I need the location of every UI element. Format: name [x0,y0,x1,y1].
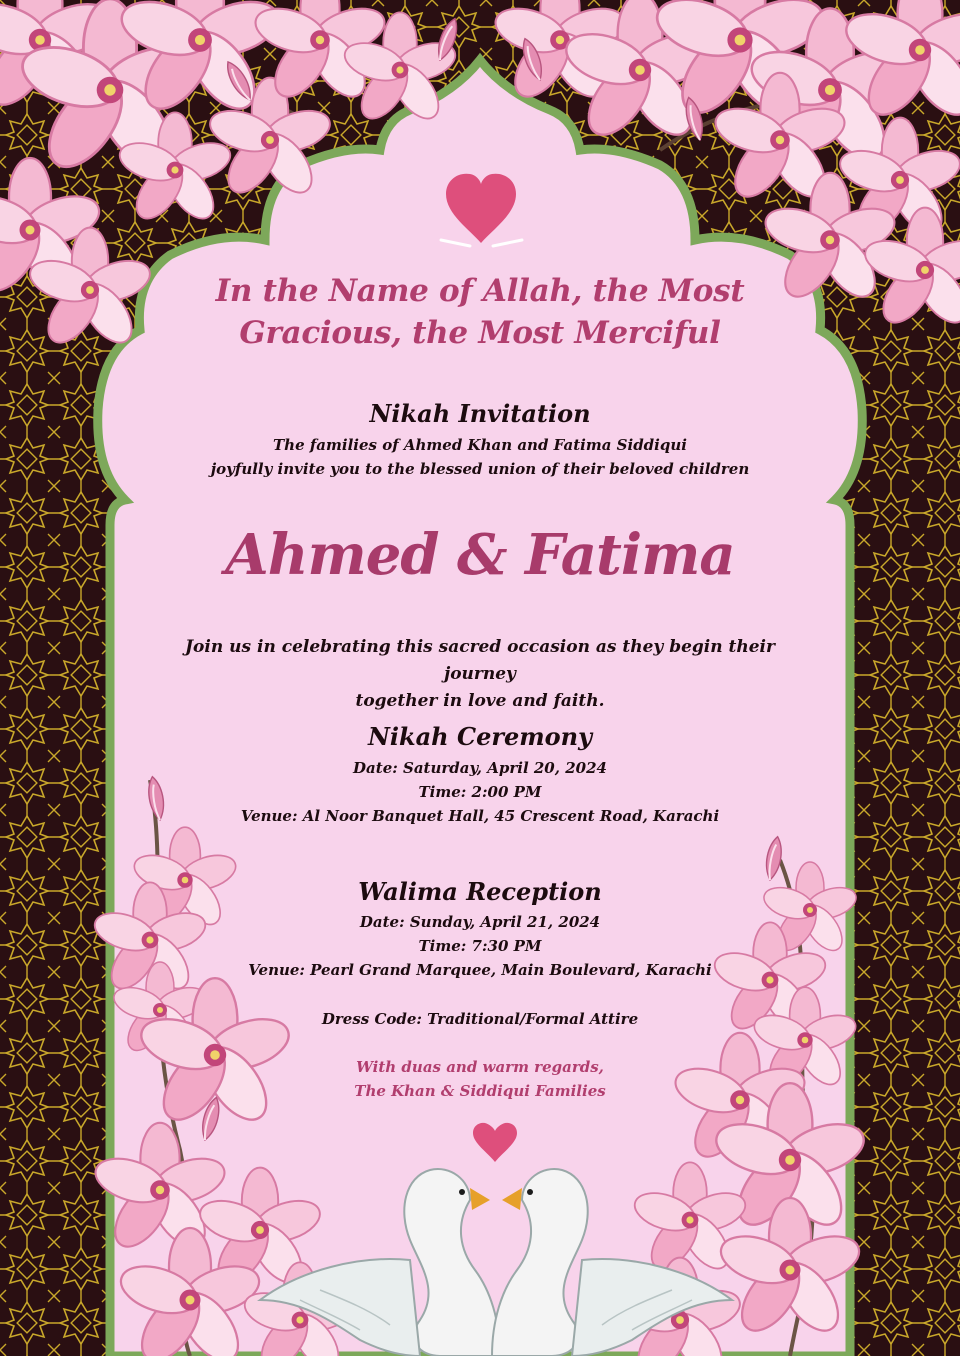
message-line-2: together in love and faith. [355,691,605,711]
nikah-date: Date: Saturday, April 20, 2024 [353,759,607,777]
walima-venue: Venue: Pearl Grand Marquee, Main Boulevard, Karachi [248,961,712,979]
nikah-section-title: Nikah Ceremony [367,722,593,751]
invite-line: joyfully invite you to the blessed union of their beloved children [210,460,750,478]
message-line-1: Join us in celebrating this sacred occasion as they begin their journey [185,637,775,684]
invitation-title: Nikah Invitation [369,399,591,428]
basmala-line-2: Gracious, the Most Merciful [239,315,721,351]
nikah-venue: Venue: Al Noor Banquet Hall, 45 Crescent Road, Karachi [240,807,720,825]
couple-names: Ahmed & Fatima [225,522,735,588]
walima-time: Time: 7:30 PM [418,937,542,955]
celebration-message [160,634,800,715]
closing-line-2: The Khan & Siddiqui Families [354,1082,606,1100]
walima-date: Date: Sunday, April 21, 2024 [359,913,601,931]
nikah-time: Time: 2:00 PM [418,783,542,801]
families-line: The families of Ahmed Khan and Fatima Siddiqui [273,436,687,454]
basmala-line-1: In the Name of Allah, the Most [215,273,745,309]
walima-section-title: Walima Reception [358,877,602,906]
dress-code: Dress Code: Traditional/Formal Attire [321,1010,639,1028]
basmala-heading [170,270,790,354]
closing-line-1: With duas and warm regards, [356,1058,604,1076]
